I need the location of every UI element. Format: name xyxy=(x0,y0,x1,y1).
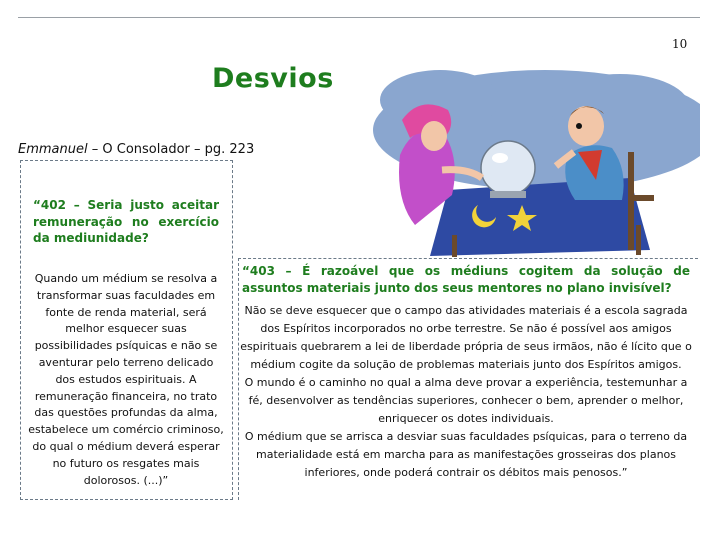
answer-403-paragraph-3: O médium que se arrisca a desviar suas faculdades psíquicas, para o terreno da materialidade está em marcha para as manifestações grosseiras dos planos inferiores, onde poderá contrair os débitos mais penosos.” xyxy=(244,430,688,479)
question-403-answer xyxy=(240,302,692,482)
source-author: Emmanuel xyxy=(18,142,88,157)
top-rule xyxy=(18,17,700,18)
right-box-top-border xyxy=(238,258,698,259)
question-403-title: “403 – É razoável que os médiuns cogitem da solução de assuntos materiais junto dos seus mentores no plano invisível? xyxy=(242,264,690,295)
page-number: 10 xyxy=(672,37,688,51)
source-citation xyxy=(18,142,254,157)
fortune-teller-illustration xyxy=(360,60,700,260)
crystal-ball xyxy=(481,141,535,195)
answer-403-paragraph-1: Não se deve esquecer que o campo das atividades materiais é a escola sagrada dos Espíritos incorporados no orbe terrestre. Se não é possível aos amigos espirituais quebrarem a lei de liberdade própria de seus irmãos, não é lícito que o médium cogite da solução de problemas materiais junto dos Espíritos amigos. xyxy=(240,304,692,371)
question-402-title: “402 – Seria justo aceitar remuneração no exercício da mediunidade? xyxy=(33,198,219,245)
source-reference: – O Consolador – pg. 223 xyxy=(87,142,255,157)
page-title: Desvios xyxy=(212,63,334,94)
answer-403-paragraph-2: O mundo é o caminho no qual a alma deve provar a experiência, testemunhar a fé, desenvolver as tendências superiores, conhecer o bem, aprender o melhor, enriquecer os dotes individuais. xyxy=(244,376,688,425)
right-box-left-border xyxy=(238,258,239,500)
question-402-answer: Quando um médium se resolva a transformar suas faculdades em fonte de renda material, será melhor esquecer suas possibilidades psíquicas e não se aventurar pelo terreno delicado dos estudos espirituais. A remuneração financeira, no trato das questões profundas da alma, estabelece um comércio criminoso, do qual o médium deverá esperar no futuro os resgates mais dolorosos. (...)” xyxy=(28,272,224,487)
